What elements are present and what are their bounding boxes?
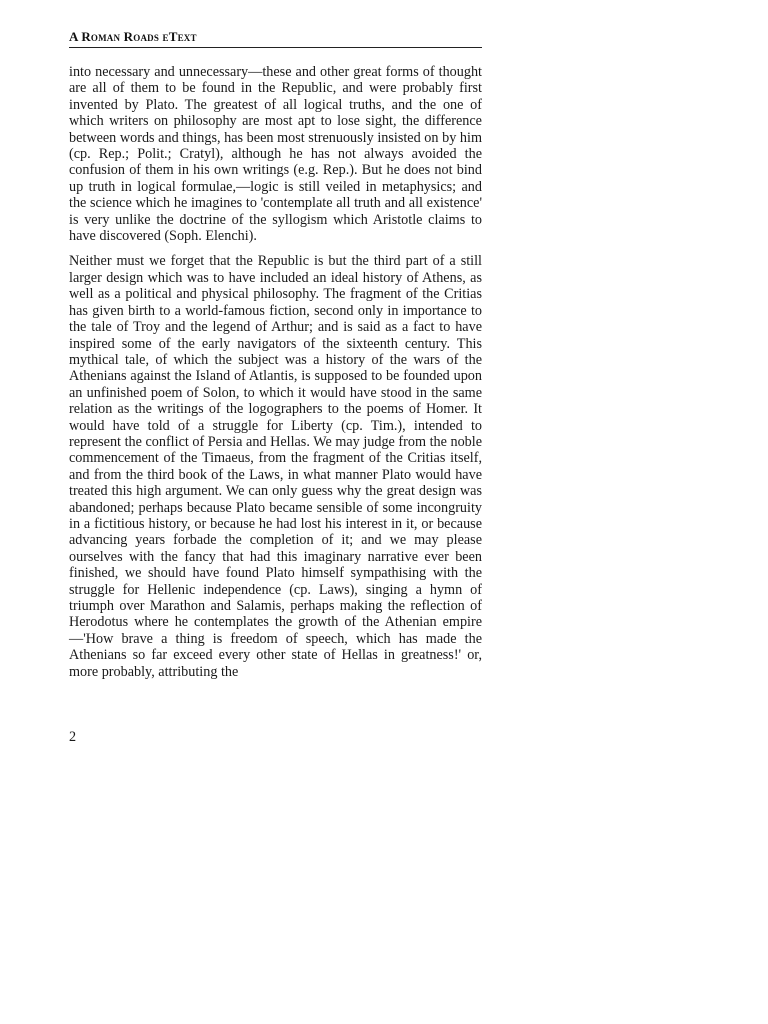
page-number: 2 [69, 729, 77, 745]
paragraph-1: into necessary and unnecessary—these and other great forms of thought are all of them to be found in the Republic, and were probably first invented by Plato. The greatest of all logical truths, and the one of which writers on philosophy are most apt to lose sight, the difference between words and things, has been most strenuously insisted on by him (cp. Rep.; Polit.; Cratyl), although he has not always avoided the confusion of them in his own writings (e.g. Rep.). But he does not bind up truth in logical formulae,—logic is still veiled in metaphysics; and the science which he imagines to 'contemplate all truth and all existence' is very unlike the doctrine of the syllogism which Aristotle claims to have discovered (Soph. Elenchi). [69, 64, 482, 245]
running-header [69, 27, 482, 48]
header-title: A Roman Roads eText [69, 29, 197, 44]
body-text [69, 64, 482, 689]
paragraph-2: Neither must we forget that the Republic is but the third part of a still larger design which was to have included an ideal history of Athens, as well as a political and physical philosophy. The fragment of the Critias has given birth to a world-famous fiction, second only in importance to the tale of Troy and the legend of Arthur; and is said as a fact to have inspired some of the early navigators of the sixteenth century. This mythical tale, of which the subject was a history of the wars of the Athenians against the Island of Atlantis, is supposed to be founded upon an unfinished poem of Solon, to which it would have stood in the same relation as the writings of the logographers to the poems of Homer. It would have told of a struggle for Liberty (cp. Tim.), intended to represent the conflict of Persia and Hellas. We may judge from the noble commencement of the Timaeus, from the fragment of the Critias itself, and from the third book of the Laws, in what manner Plato would have treated this high argument. We can only guess why the great design was abandoned; perhaps because Plato became sensible of some incongruity in a fictitious history, or because he had lost his interest in it, or because advancing years forbade the completion of it; and we may please ourselves with the fancy that had this imaginary narrative ever been finished, we should have found Plato himself sympathising with the struggle for Hellenic independence (cp. Laws), singing a hymn of triumph over Marathon and Salamis, perhaps making the reflection of Herodotus where he contemplates the growth of the Athenian empire—'How brave a thing is freedom of speech, which has made the Athenians so far exceed every other state of Hellas in greatness!' or, more probably, attributing the [69, 253, 482, 680]
